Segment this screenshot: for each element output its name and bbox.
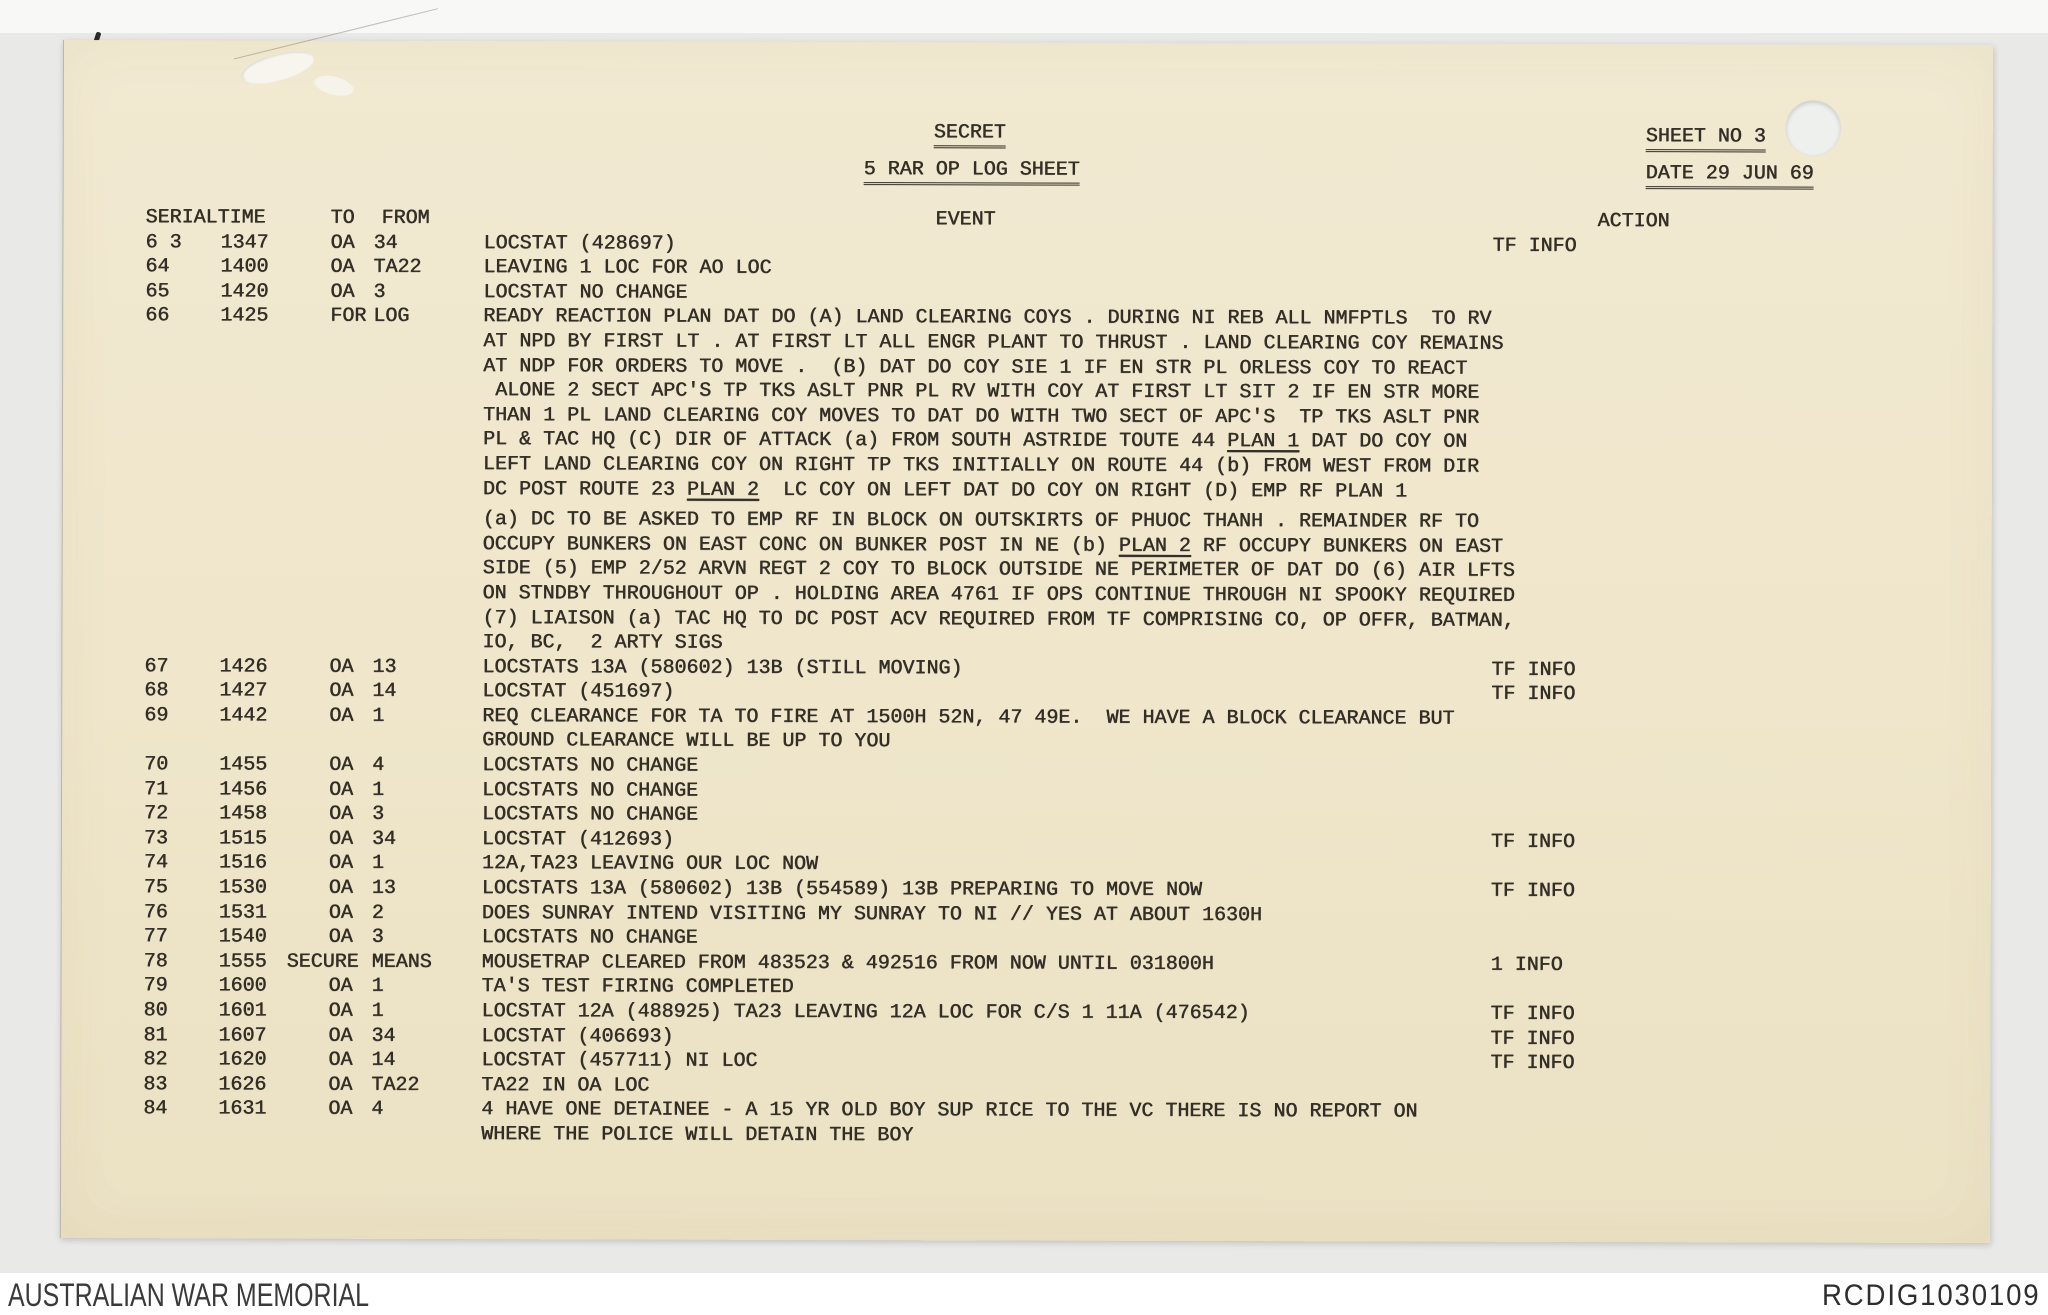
hole-punch	[1786, 101, 1841, 156]
from-cell: 13	[371, 876, 396, 900]
column-header-serial-time: SERIALTIME	[145, 206, 266, 230]
from-cell: 1	[372, 778, 385, 802]
event-cell: MOUSETRAP CLEARED FROM 483523 & 492516 FROM NOW UNTIL 031800H	[481, 950, 1214, 976]
column-header-from: FROM	[381, 206, 430, 230]
to-cell: OA	[330, 255, 355, 279]
page-title-text: 5 RAR OP LOG SHEET	[864, 158, 1080, 186]
column-header-event: EVENT	[935, 208, 996, 232]
event-cell: LOCSTAT NO CHANGE	[483, 280, 688, 305]
to-cell: FOR	[330, 305, 367, 329]
to-cell: OA	[328, 827, 353, 851]
event-cell: TA'S TEST FIRING COMPLETED	[481, 975, 794, 1000]
serial-cell: 66	[145, 304, 170, 328]
serial-cell: 69	[144, 704, 169, 728]
serial-cell: 70	[144, 753, 169, 777]
event-cell: LOCSTATS NO CHANGE	[481, 803, 699, 827]
from-cell: 14	[371, 1048, 396, 1073]
action-cell: TF INFO	[1492, 234, 1577, 258]
from-cell: MEANS	[371, 950, 432, 974]
from-cell: 4	[371, 1098, 384, 1122]
to-cell: OA	[328, 975, 353, 999]
from-cell: 34	[371, 827, 396, 851]
event-cell: LOCSTAT 12A (488925) TA23 LEAVING 12A LOC FOR C/S 1 11A (476542)	[481, 1000, 1250, 1026]
event-cell: LOCSTAT (457711) NI LOC	[481, 1049, 758, 1074]
log-row	[143, 1098, 1988, 1152]
time-cell: 1626	[218, 1073, 267, 1097]
page-title	[864, 160, 1080, 181]
archive-name-label: AUSTRALIAN WAR MEMORIAL	[8, 1277, 370, 1313]
from-cell: 3	[371, 803, 385, 827]
document-sheet	[60, 40, 1993, 1243]
to-cell: OA	[328, 1048, 353, 1072]
serial-cell: 64	[145, 255, 170, 279]
from-cell: 34	[373, 231, 398, 255]
event-cell: LOCSTATS NO CHANGE	[482, 754, 699, 778]
action-cell	[1491, 806, 1989, 807]
time-cell: 1426	[219, 655, 268, 679]
to-cell: OA	[328, 999, 353, 1023]
scan-footer	[0, 1273, 2048, 1315]
action-cell	[1492, 308, 1990, 309]
from-cell: LOG	[373, 305, 410, 329]
time-cell: 1607	[218, 1024, 267, 1048]
sheet-date	[1646, 164, 1814, 184]
column-header-to: TO	[330, 206, 355, 230]
from-cell: 14	[372, 680, 397, 704]
serial-cell: 65	[145, 279, 170, 304]
event-cell: LOCSTATS NO CHANGE	[481, 926, 698, 950]
action-cell	[1492, 284, 1990, 285]
event-cell: TA22 IN OA LOC	[481, 1073, 650, 1098]
column-header-action: ACTION	[1597, 210, 1670, 234]
log-table	[143, 206, 1990, 1151]
record-id-label: RCDIG1030109	[1821, 1279, 2040, 1312]
to-cell: OA	[329, 704, 354, 728]
action-cell	[1491, 929, 1989, 930]
time-cell: 1516	[218, 851, 267, 875]
serial-cell: 81	[143, 1023, 168, 1047]
to-cell: OA	[328, 852, 353, 876]
serial-cell: 83	[143, 1072, 168, 1097]
action-cell: TF INFO	[1490, 879, 1575, 903]
event-cell: LOCSTAT (451697)	[482, 680, 675, 704]
to-cell: SECURE	[286, 950, 359, 974]
action-cell	[1490, 1101, 1988, 1102]
from-cell: 1	[371, 975, 384, 999]
from-cell: TA22	[373, 256, 422, 280]
serial-cell: 67	[144, 654, 169, 678]
action-cell: TF INFO	[1490, 1002, 1575, 1026]
action-cell	[1491, 781, 1989, 782]
to-cell: OA	[329, 778, 354, 802]
to-cell: OA	[328, 1098, 353, 1122]
time-cell: 1456	[219, 778, 268, 802]
time-cell: 1347	[220, 231, 269, 255]
to-cell: OA	[328, 1024, 353, 1048]
serial-cell: 75	[143, 876, 168, 900]
paper-tear	[239, 45, 317, 90]
from-cell: 3	[371, 926, 384, 950]
to-cell: OA	[329, 753, 354, 777]
time-cell: 1455	[219, 753, 268, 777]
serial-cell: 76	[143, 900, 168, 924]
time-cell: 1620	[218, 1048, 267, 1072]
event-cell: LOCSTATS 13A (580602) 13B (STILL MOVING)	[482, 655, 963, 681]
serial-cell: 73	[143, 827, 168, 851]
serial-cell: 80	[143, 999, 168, 1023]
event-cell: LOCSTAT (428697)	[483, 231, 676, 256]
serial-cell: 68	[144, 679, 169, 703]
time-cell: 1540	[218, 925, 267, 949]
to-cell: OA	[328, 876, 353, 900]
from-cell: 1	[371, 999, 384, 1023]
action-cell: TF INFO	[1491, 683, 1576, 707]
time-cell: 1427	[219, 679, 268, 703]
to-cell: OA	[330, 231, 355, 255]
time-cell: 1600	[218, 974, 267, 998]
serial-cell: 78	[143, 950, 168, 974]
action-cell: TF INFO	[1490, 1027, 1575, 1051]
action-cell	[1491, 757, 1989, 758]
event-cell: 12A,TA23 LEAVING OUR LOC NOW	[481, 852, 818, 877]
to-cell: OA	[328, 1073, 353, 1097]
time-cell: 1442	[219, 704, 268, 728]
event-cell: REQ CLEARANCE FOR TA TO FIRE AT 1500H 52N, 47 49E. WE HAVE A BLOCK CLEARANCE BUT GROUND CLEARANCE WILL BE UP TO YOU	[482, 704, 1455, 754]
time-cell: 1425	[220, 304, 269, 328]
from-cell: 4	[372, 753, 385, 777]
event-cell: LOCSTAT (406693)	[481, 1024, 674, 1049]
from-cell: 1	[372, 704, 385, 728]
serial-cell: 77	[143, 925, 168, 949]
action-cell: 1 INFO	[1490, 953, 1563, 977]
sheet-date-text: DATE 29 JUN 69	[1646, 162, 1814, 189]
to-cell: OA	[329, 679, 354, 704]
serial-cell: 72	[143, 802, 169, 826]
sheet-number	[1646, 127, 1766, 147]
event-cell: LEAVING 1 LOC FOR AO LOC	[483, 256, 772, 281]
time-cell: 1515	[218, 827, 267, 851]
from-cell: TA22	[371, 1073, 420, 1097]
log-rows	[143, 231, 1990, 1152]
to-cell: OA	[329, 655, 354, 679]
log-row	[144, 704, 1989, 758]
serial-cell: 6 3	[145, 230, 182, 254]
log-row	[144, 305, 1990, 660]
event-cell: READY REACTION PLAN DAT DO (A) LAND CLEARING COYS . DURING NI REB ALL NMFPTLS TO RV AT NPD BY FIRST LT . AT FIRST LT ALL ENGR PLANT TO THRUST . LAND CLEARING COY REMAINS AT NDP FOR ORDERS TO MOVE . (B) DAT DO COY SIE 1 IF EN STR PL ORLESS COY TO REACT ALONE 2 SECT APC'S TP TKS ASLT PNR PL RV WITH COY AT FIRST LT SIT 2 IF EN STR MORE THAN 1 PL LAND CLEARING COY MOVES TO DAT DO WITH TWO SECT OF APC'S TP TKS ASLT PNR PL & TAC HQ (C) DIR OF ATTACK (a) FROM SOUTH ASTRIDE TOUTE 44 PLAN 1 DAT DO COY ON LEFT LAND CLEARING COY ON RIGHT TP TKS INITIALLY ON ROUTE 44 (b) FROM WEST FROM DIR DC POST ROUTE 23 PLAN 2 LC COY ON LEFT DAT DO COY ON RIGHT (D) EMP RF PLAN 1 (a) DC TO BE ASKED TO EMP RF IN BLOCK ON OUTSKIRTS OF PHUOC THANH . REMAINDER RF TO OCCUPY BUNKERS ON EAST CONC ON BUNKER POST IN NE (b) PLAN 2 RF OCCUPY BUNKERS ON EAST SIDE (5) EMP 2/52 ARVN REGT 2 COY TO BLOCK OUTSIDE NE PERIMETER OF DAT DO (6) AIR LFTS ON STNDBY THROUGHOUT OP . HOLDING AREA 4761 IF OPS CONTINUE THROUGH NI SPOOKY REQUIRED (7) LIAISON (a) TAC HQ TO DC POST ACV REQUIRED FROM TF COMPRISING CO, OP OFFR, BATMAN, IO, BC, 2 ARTY SIGS	[482, 305, 1515, 655]
time-cell: 1531	[218, 901, 267, 925]
time-cell: 1458	[218, 802, 268, 826]
action-cell: TF INFO	[1490, 1051, 1575, 1076]
to-cell: OA	[328, 925, 353, 949]
time-cell: 1530	[218, 876, 267, 900]
to-cell: OA	[330, 280, 355, 304]
action-cell: TF INFO	[1490, 830, 1575, 854]
classification-text: SECRET	[934, 121, 1006, 148]
to-cell: OA	[328, 901, 353, 925]
event-cell: LOCSTATS 13A (580602) 13B (554589) 13B PREPARING TO MOVE NOW	[481, 877, 1202, 903]
event-cell: LOCSTAT (412693)	[481, 827, 674, 852]
from-cell: 13	[372, 655, 397, 679]
action-cell: TF INFO	[1491, 658, 1576, 682]
from-cell: 2	[371, 901, 384, 925]
time-cell: 1631	[218, 1097, 267, 1121]
serial-cell: 82	[143, 1048, 168, 1072]
sheet-number-text: SHEET NO 3	[1646, 125, 1766, 152]
event-cell: LOCSTATS NO CHANGE	[482, 778, 699, 803]
event-cell: 4 HAVE ONE DETAINEE - A 15 YR OLD BOY SUP RICE TO THE VC THERE IS NO REPORT ON WHERE THE POLICE WILL DETAIN THE BOY	[481, 1098, 1418, 1148]
time-cell: 1420	[220, 280, 269, 304]
time-cell: 1601	[218, 999, 267, 1023]
serial-cell: 79	[143, 974, 168, 998]
time-cell: 1400	[220, 255, 269, 279]
time-cell: 1555	[218, 950, 267, 974]
serial-cell: 71	[144, 777, 169, 801]
serial-cell: 84	[143, 1097, 168, 1121]
from-cell: 1	[371, 852, 384, 876]
paper-tear	[312, 72, 355, 99]
from-cell: 34	[371, 1024, 396, 1048]
classification-stamp	[934, 123, 1006, 143]
event-cell: DOES SUNRAY INTEND VISITING MY SUNRAY TO NI // YES AT ABOUT 1630H	[481, 901, 1262, 927]
serial-cell: 74	[143, 851, 168, 875]
to-cell: OA	[328, 802, 354, 827]
from-cell: 3	[373, 280, 386, 304]
